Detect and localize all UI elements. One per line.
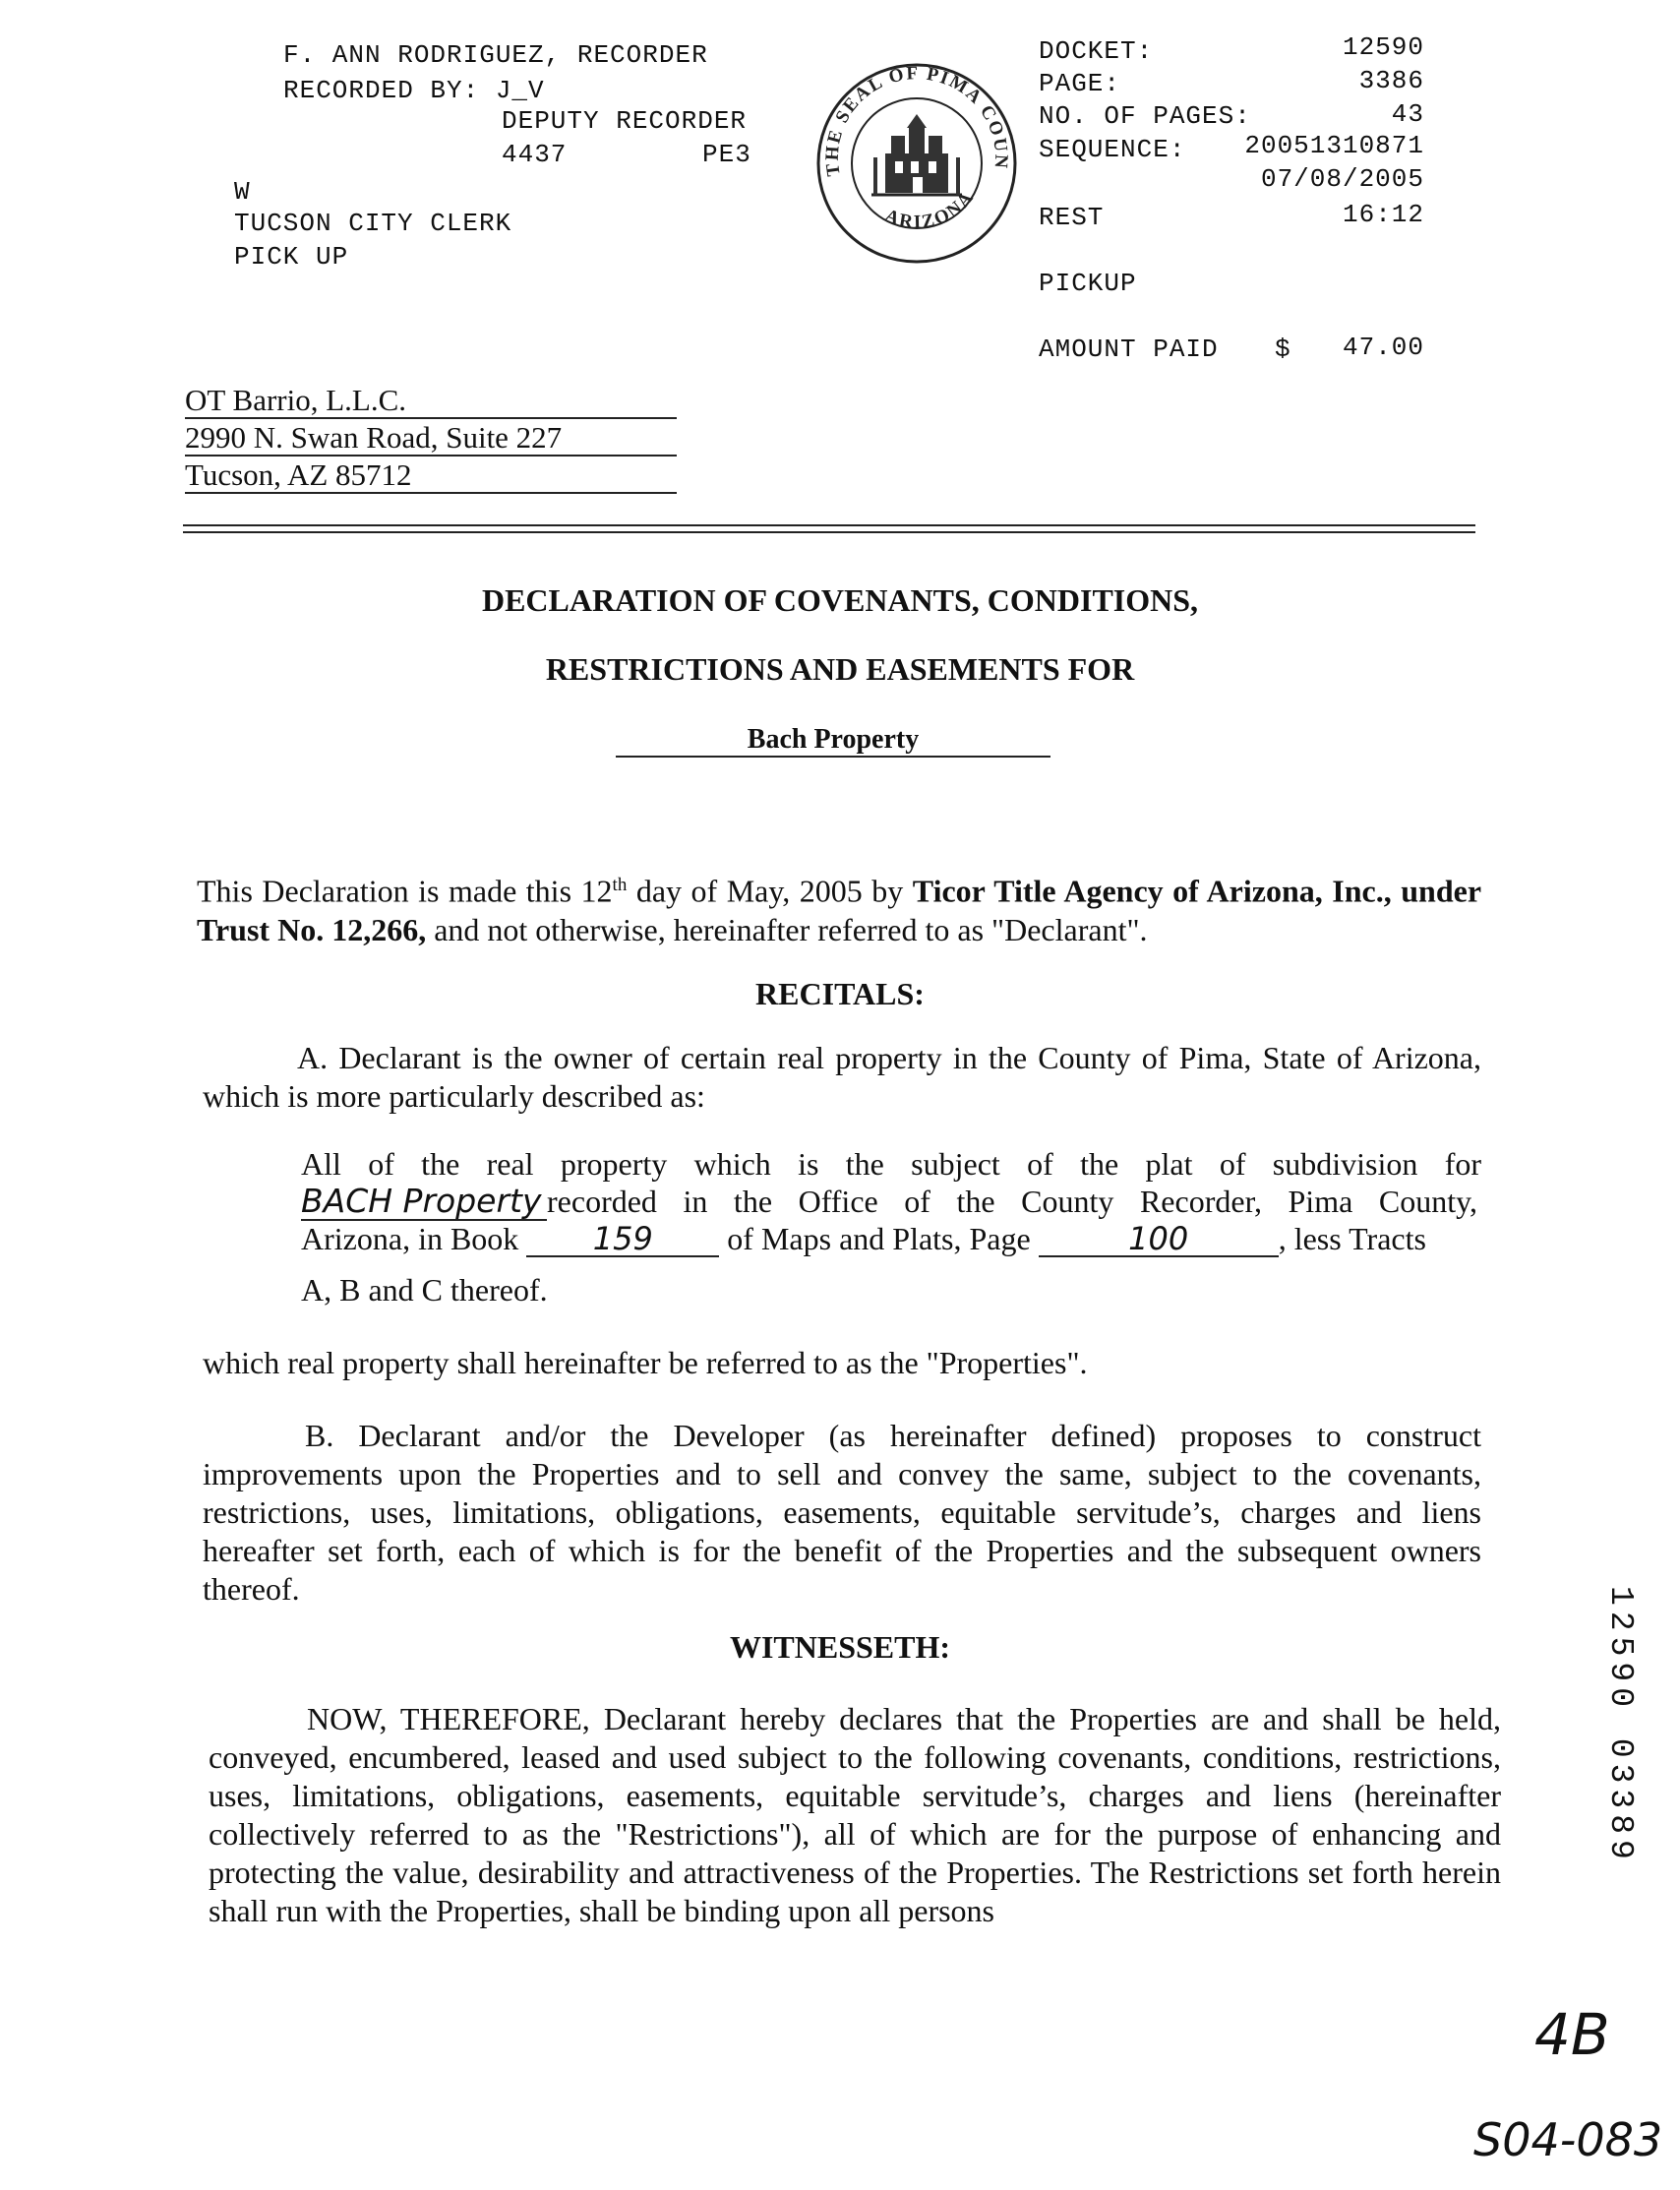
witnesseth-heading: WITNESSETH: [729, 1629, 951, 1665]
title-line-1: DECLARATION OF COVENANTS, CONDITIONS, [481, 582, 1199, 618]
page-label: PAGE: [1039, 69, 1121, 98]
seal-text-top: THE SEAL OF PIMA COUN [821, 63, 1012, 178]
vertical-docket-number: 12590 03389 [1602, 1586, 1639, 1865]
docket-label: DOCKET: [1039, 36, 1154, 66]
page-value: 3386 [1358, 66, 1424, 95]
amount-paid: 47.00 [1342, 333, 1424, 362]
recorder-name: F. ANN RODRIGUEZ, RECORDER [283, 40, 708, 70]
intro-sup: th [612, 875, 628, 895]
record-date: 07/08/2005 [1260, 164, 1424, 194]
title-line-2: RESTRICTIONS AND EASEMENTS FOR [545, 651, 1135, 687]
seal-text-bottom: ARIZONA [881, 186, 979, 233]
legal-line-4: A, B and C thereof. [301, 1272, 548, 1308]
legal-tracts: , less Tracts [1278, 1221, 1426, 1256]
address-line-1: OT Barrio, L.L.C. [185, 384, 677, 419]
recorder-code-b: PE3 [702, 140, 751, 169]
legal-line-2-row [301, 1183, 1481, 1221]
handwritten-book-number: 159 [526, 1222, 719, 1257]
intro-bold-2: under Trust No. 12,266, [197, 873, 1482, 947]
intro-paragraph [197, 866, 1481, 949]
legal-line-3-row [301, 1220, 1491, 1258]
city-clerk: TUCSON CITY CLERK [234, 209, 512, 238]
recitals-heading: RECITALS: [755, 976, 925, 1011]
property-name: Bach Property [616, 724, 1050, 758]
intro-bold-1: Ticor Title Agency of Arizona, Inc., [912, 873, 1392, 909]
recorded-by: RECORDED BY: J_V [283, 76, 545, 105]
amount-label: AMOUNT PAID [1039, 335, 1219, 364]
recital-properties: which real property shall hereinafter be referred to as the "Properties". [203, 1345, 1088, 1380]
address-line-3: Tucson, AZ 85712 [185, 458, 677, 494]
pages-value: 43 [1391, 99, 1424, 129]
intro-text-c: and not otherwise, hereinafter referred to as "Declarant". [426, 911, 1148, 947]
pickup-label: PICKUP [1039, 269, 1137, 298]
record-time: 16:12 [1342, 200, 1424, 229]
legal-line-2: recorded in the Office of the County Recorder, Pima County, [547, 1184, 1477, 1219]
recorder-w: W [234, 177, 251, 207]
handwritten-page-mark: 4B [1534, 2001, 1610, 2068]
legal-line-1: All of the real property which is the subject of the plat of subdivision for [301, 1146, 1481, 1182]
pages-label: NO. OF PAGES: [1039, 101, 1251, 131]
recital-a: A. Declarant is the owner of certain real property in the County of Pima, State of Arizona, which is more particularly described as: [203, 1040, 1481, 1114]
rest-label: REST [1039, 203, 1105, 232]
address-line-2: 2990 N. Swan Road, Suite 227 [185, 421, 677, 456]
recorder-code-a: 4437 [502, 140, 568, 169]
legal-page-label: of Maps and Plats, Page [727, 1221, 1031, 1256]
handwritten-property-name: BACH Property [301, 1184, 547, 1221]
seal-emblem-icon [812, 59, 1021, 268]
sequence-label: SEQUENCE: [1039, 135, 1186, 164]
witnesseth-paragraph: NOW, THEREFORE, Declarant hereby declares that the Properties are and shall be held, conveyed, encumbered, leased and used subject to the following covenants, conditions, restrictions, uses, limitations, obligations, easements, equitable servitude’s, charges and liens (hereinafter collectively referred to as the "Restrictions"), all of which are for the purpose of enhancing and protecting the value, desirability and attractiveness of the Properties. The Restrictions set forth herein shall run with the Properties, shall be binding upon all persons [209, 1701, 1501, 1928]
recital-b: B. Declarant and/or the Developer (as hereinafter defined) proposes to construct improvements upon the Properties and to sell and convey the same, subject to the covenants, restrictions, uses, limitations, obligations, easements, equitable servitude’s, charges and liens hereafter set forth, each of which is for the benefit of the Properties and the subsequent owners thereof. [203, 1418, 1481, 1607]
intro-text-a: This Declaration is made this 12 [197, 873, 613, 909]
currency-symbol: $ [1275, 335, 1291, 364]
deputy-recorder: DEPUTY RECORDER [502, 106, 748, 136]
handwritten-reference: S04-083 [1473, 2113, 1663, 2166]
margin-docket-stamp [1595, 1586, 1654, 1979]
intro-text-b: day of May, 2005 by [627, 873, 913, 909]
handwritten-page-number: 100 [1039, 1222, 1279, 1257]
sequence-value: 20051310871 [1244, 131, 1424, 160]
separator-rule-top [183, 524, 1475, 526]
separator-rule-bottom [183, 531, 1475, 533]
pick-up: PICK UP [234, 242, 349, 272]
legal-book-label: Arizona, in Book [301, 1221, 519, 1256]
docket-value: 12590 [1342, 32, 1424, 62]
pima-county-seal [812, 59, 1021, 268]
